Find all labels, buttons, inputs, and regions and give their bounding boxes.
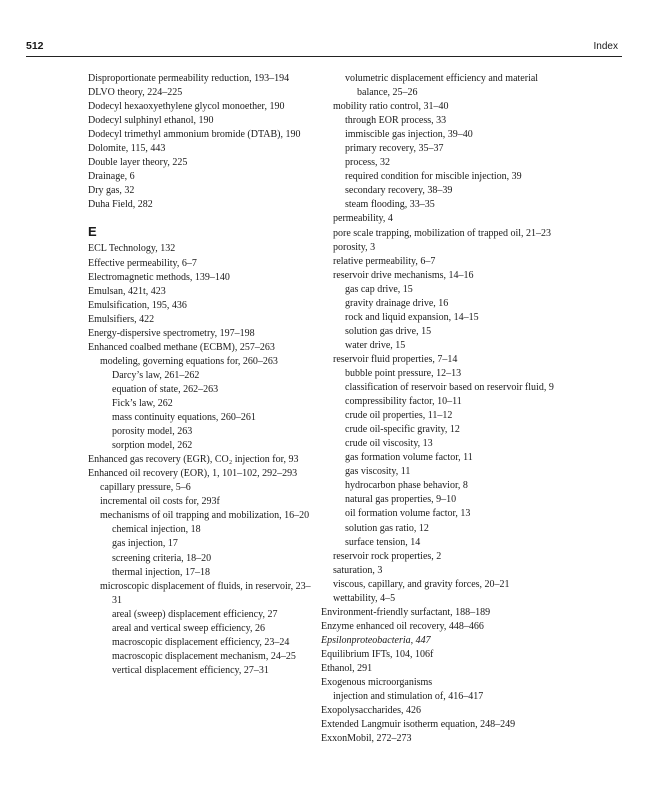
index-subentry: areal (sweep) displacement efficiency, 27	[112, 608, 278, 620]
index-subentry: porosity model, 263	[112, 426, 193, 438]
index-entry: Epsilonproteobacteria, 447	[321, 634, 431, 646]
index-subentry: porosity, 3	[333, 241, 376, 253]
index-entry: Enzyme enhanced oil recovery, 448–466	[321, 620, 484, 632]
index-subentry: through EOR process, 33	[345, 115, 447, 127]
index-subentry: rock and liquid expansion, 14–15	[345, 311, 479, 323]
index-subentry: crude oil-specific gravity, 12	[345, 424, 460, 436]
index-subentry: bubble point pressure, 12–13	[345, 367, 462, 379]
index-subentry: permeability, 4	[333, 213, 393, 225]
index-subentry: macroscopic displacement efficiency, 23–24	[112, 636, 290, 648]
index-entry: Emulsan, 421t, 423	[88, 285, 166, 297]
index-subentry: mechanisms of oil trapping and mobilization, 16–20	[100, 510, 310, 522]
index-subentry: reservoir drive mechanisms, 14–16	[333, 269, 474, 281]
index-entry: Dodecyl hexaoxyethylene glycol monoether, 190	[88, 101, 285, 113]
index-entry: Effective permeability, 6–7	[88, 257, 197, 269]
index-entry: Drainage, 6	[88, 171, 135, 183]
index-entry: Dolomite, 115, 443	[88, 143, 166, 155]
index-entry: Double layer theory, 225	[88, 157, 188, 169]
index-entry: Environment-friendly surfactant, 188–189	[321, 606, 491, 618]
index-subentry: wettability, 4–5	[333, 592, 396, 604]
index-subentry: screening criteria, 18–20	[112, 552, 212, 564]
index-subentry: gravity drainage drive, 16	[345, 297, 449, 309]
index-subentry: crude oil properties, 11–12	[345, 410, 453, 422]
index-entry: Ethanol, 291	[321, 662, 373, 674]
index-subentry: crude oil viscosity, 13	[345, 438, 433, 450]
index-entry: Enhanced oil recovery (EOR), 1, 101–102, 292–293	[88, 468, 298, 480]
index-subentry: vertical displacement efficiency, 27–31	[112, 664, 269, 676]
index-subentry: gas formation volume factor, 11	[345, 452, 473, 464]
index-subentry: surface tension, 14	[345, 536, 421, 548]
index-subentry: volumetric displacement efficiency and material balance, 25–26	[345, 73, 539, 99]
index-subentry: primary recovery, 35–37	[345, 143, 444, 155]
index-subentry: saturation, 3	[333, 564, 383, 576]
index-subentry: Fick’s law, 262	[112, 397, 173, 409]
index-entry: Extended Langmuir isotherm equation, 248–249	[321, 719, 516, 731]
page-number: 512	[26, 40, 44, 52]
index-entry: ExxonMobil, 272–273	[321, 733, 412, 745]
index-entry: Disproportionate permeability reduction, 193–194	[88, 73, 290, 84]
index-entry: Dodecyl trimethyl ammonium bromide (DTAB), 190	[88, 129, 301, 141]
index-subentry: solution gas drive, 15	[345, 325, 432, 337]
index-subentry: gas viscosity, 11	[345, 466, 411, 478]
index-entry: Enhanced coalbed methane (ECBM), 257–263	[88, 341, 275, 353]
index-subentry: compressibility factor, 10–11	[345, 396, 462, 408]
index-subentry: pore scale trapping, mobilization of trapped oil, 21–23	[333, 227, 551, 239]
index-subentry: steam flooding, 33–35	[345, 199, 435, 211]
index-subentry: viscous, capillary, and gravity forces, 20–21	[333, 578, 510, 590]
index-subentry: capillary pressure, 5–6	[100, 482, 191, 494]
right-column	[321, 72, 567, 746]
index-subentry: injection and stimulation of, 416–417	[333, 691, 484, 703]
index-subentry: oil formation volume factor, 13	[345, 508, 471, 520]
index-subentry: modeling, governing equations for, 260–263	[100, 355, 278, 367]
index-subentry: microscopic displacement of fluids, in reservoir, 23–31	[100, 580, 311, 606]
index-entry: Dry gas, 32	[88, 185, 135, 197]
index-subentry: gas injection, 17	[112, 538, 178, 550]
index-subentry: reservoir rock properties, 2	[333, 550, 442, 562]
index-entry: Emulsification, 195, 436	[88, 299, 187, 311]
index-entry: Electromagnetic methods, 139–140	[88, 271, 230, 283]
index-entry: DLVO theory, 224–225	[88, 87, 183, 99]
index-subentry: thermal injection, 17–18	[112, 566, 211, 578]
index-subentry: mass continuity equations, 260–261	[112, 412, 256, 424]
index-subentry: macroscopic displacement mechanism, 24–25	[112, 650, 296, 662]
index-entry: Duha Field, 282	[88, 199, 153, 211]
index-subentry: secondary recovery, 38–39	[345, 185, 453, 197]
index-subentry: equation of state, 262–263	[112, 383, 219, 395]
index-subentry: required condition for miscible injection, 39	[345, 171, 522, 183]
running-head: Index	[593, 41, 618, 52]
index-entry: Dodecyl sulphinyl ethanol, 190	[88, 115, 214, 127]
index-subentry: solution gas ratio, 12	[345, 522, 429, 534]
index-subentry: gas cap drive, 15	[345, 283, 413, 295]
index-entry: Enhanced gas recovery (EGR), CO₂ injection for, 93	[88, 454, 299, 466]
header-rule	[26, 56, 622, 57]
index-subentry: reservoir fluid properties, 7–14	[333, 353, 458, 365]
index-entry: Emulsifiers, 422	[88, 313, 155, 325]
index-subentry: water drive, 15	[345, 339, 406, 351]
index-subentry: classification of reservoir based on reservoir fluid, 9	[345, 382, 554, 394]
index-subentry: relative permeability, 6–7	[333, 255, 436, 267]
index-subentry: process, 32	[345, 157, 390, 169]
index-entry: Exopolysaccharides, 426	[321, 705, 421, 717]
section-letter-e: E	[88, 224, 97, 240]
index-subentry: Darcy’s law, 261–262	[112, 369, 200, 381]
index-subentry: chemical injection, 18	[112, 524, 201, 536]
index-subentry: areal and vertical sweep efficiency, 26	[112, 622, 265, 634]
index-subentry: mobility ratio control, 31–40	[333, 101, 449, 113]
index-subentry: incremental oil costs for, 293f	[100, 496, 220, 508]
index-subentry: immiscible gas injection, 39–40	[345, 129, 473, 141]
index-entry: Exogenous microorganisms	[321, 677, 433, 689]
index-entry: Equilibrium IFTs, 104, 106f	[321, 648, 434, 660]
index-subentry: sorption model, 262	[112, 440, 193, 452]
left-column	[88, 72, 312, 678]
index-entry: Energy-dispersive spectrometry, 197–198	[88, 327, 255, 339]
index-entry: ECL Technology, 132	[88, 243, 176, 255]
index-subentry: natural gas properties, 9–10	[345, 494, 457, 506]
index-subentry: hydrocarbon phase behavior, 8	[345, 480, 468, 492]
